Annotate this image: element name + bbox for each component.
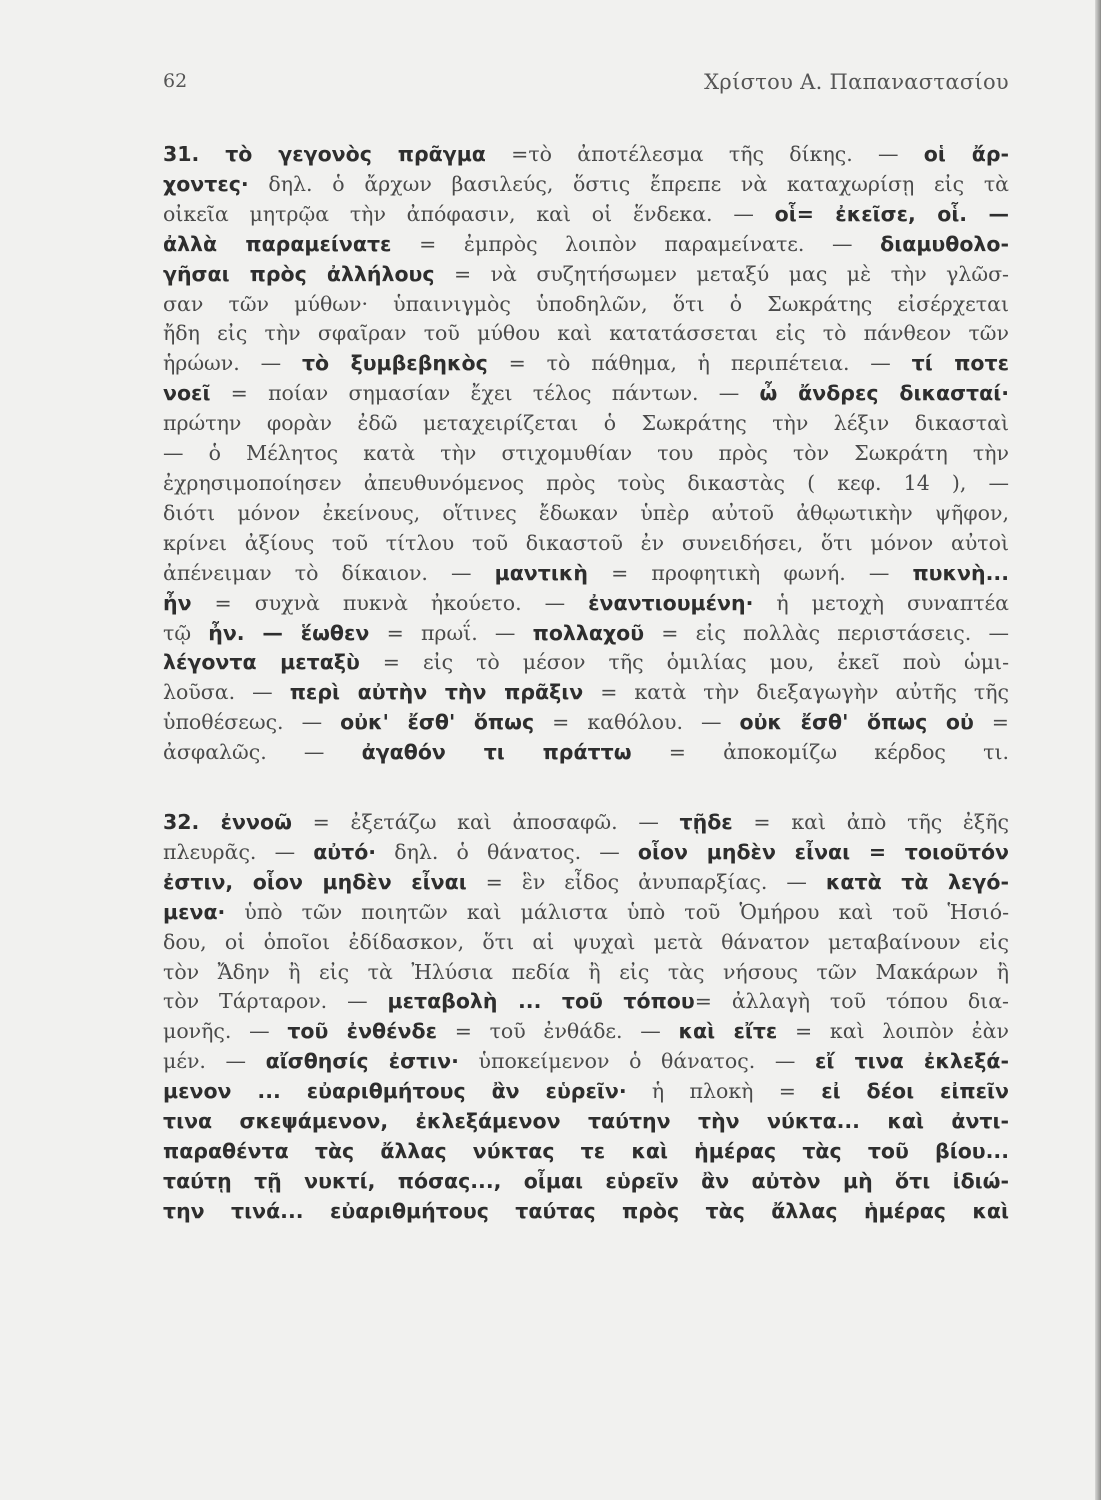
lemma-term: οἷ= ἐκεῖσε, οἷ. — — [774, 201, 1009, 226]
gloss-text: — ὁ Μέλητος κατὰ τὴν στιχομυθίαν του πρὸς τὸν Σωκράτη τὴν — [163, 441, 1009, 466]
text-line — [163, 170, 1009, 200]
text-line — [163, 200, 1009, 230]
text-line — [163, 499, 1009, 529]
gloss-text: τὸν Τάρταρον. — — [163, 989, 388, 1014]
gloss-text: = τοῦ ἐνθάδε. — — [437, 1019, 679, 1044]
text-line — [163, 898, 1009, 928]
gloss-text: ἡ μετοχὴ συναπτέα — [753, 590, 1010, 615]
gloss-text: ἡρώων. — — [163, 351, 302, 376]
text-line — [163, 409, 1009, 439]
lemma-term: οἱ ἄρ- — [923, 142, 1010, 166]
lemma-term: εἰ δέοι εἰπεῖν — [821, 1079, 1009, 1104]
lemma-term: τοῦ ἐνθένδε — [287, 1019, 437, 1044]
gloss-text: = εἰς τὸ μέσον τῆς ὁμιλίας μου, ἐκεῖ ποὺ ὡμι- — [359, 650, 1009, 675]
gloss-text: = κατὰ τὴν διεξαγωγὴν αὐτῆς τῆς — [583, 680, 1010, 705]
gloss-text: = καθόλου. — — [534, 710, 740, 735]
lemma-term: ἦν — [163, 590, 192, 615]
gloss-text: = ἓν εἶδος ἀνυπαρξίας. — — [466, 869, 826, 894]
text-line — [163, 1197, 1009, 1227]
gloss-text: σαν τῶν μύθων· ὑπαινιγμὸς ὑποδηλῶν, ὅτι ὁ Σωκράτης εἰσέρχεται — [163, 291, 1009, 316]
text-line — [163, 808, 1009, 838]
text-line — [163, 958, 1009, 988]
lemma-term: οὐκ ἔσθ' ὅπως οὐ — [739, 710, 974, 735]
gloss-text: = ἀποκομίζω κέρδος τι. — [631, 740, 1009, 765]
lemma-term: καὶ εἴτε — [678, 1019, 778, 1044]
gloss-text: = καὶ ἀπὸ τῆς ἐξῆς — [732, 810, 1009, 835]
lemma-term: ἐναντιουμένη· — [588, 590, 754, 615]
gloss-text: τὸν Ἄδην ἢ εἰς τὰ Ἠλύσια πεδία ἢ εἰς τὰς νήσους τῶν Μακάρων ἢ — [163, 959, 1009, 984]
gloss-text: = ἀλλαγὴ τοῦ τόπου δια- — [694, 989, 1009, 1014]
page-number: 62 — [163, 70, 188, 92]
lemma-term: ταύτῃ τῇ νυκτί, πόσας..., οἶμαι εὑρεῖν ἂν αὐτὸν μὴ ὅτι ἰδιώ- — [163, 1168, 1009, 1193]
lemma-term: περὶ αὐτὴν τὴν πρᾶξιν — [289, 680, 584, 705]
text-line — [163, 928, 1009, 958]
gloss-text: λοῦσα. — — [163, 680, 290, 705]
text-line — [163, 439, 1009, 469]
gloss-text: ἀπένειμαν τὸ δίκαιον. — — [163, 560, 495, 585]
gloss-text: ὑπὸ τῶν ποιητῶν καὶ μάλιστα ὑπὸ τοῦ Ὁμήρου καὶ τοῦ Ἡσιό- — [225, 899, 1009, 924]
gloss-text: = ἐμπρὸς λοιπὸν παραμείνατε. — — [391, 231, 881, 256]
lemma-term: τῇδε — [679, 810, 733, 835]
text-line — [163, 1017, 1009, 1047]
gloss-text: = συχνὰ πυκνὰ ἠκούετο. — — [191, 590, 589, 615]
text-line — [163, 260, 1009, 290]
gloss-text: ὑποθέσεως. — — [163, 710, 341, 735]
lemma-term: τινα σκεψάμενον, ἐκλεξάμενον ταύτην τὴν νύκτα... καὶ ἀντι- — [163, 1109, 1009, 1134]
gloss-text: ἡ πλοκὴ = — [626, 1079, 822, 1104]
text-line — [163, 290, 1009, 320]
gloss-text: διότι μόνον ἐκείνους, οἵτινες ἔδωκαν ὑπὲρ αὐτοῦ ἀθῳωτικὴν ψῆφον, — [163, 500, 1009, 525]
lemma-term: πρᾶγμα — [397, 142, 486, 166]
text-line — [163, 349, 1009, 379]
gloss-text: ἐχρησιμοποίησεν ἀπευθυνόμενος πρὸς τοὺς δικαστὰς ( κεφ. 14 ), — — [163, 470, 1009, 495]
text-line — [163, 1077, 1009, 1107]
lemma-term: 31. τὸ γεγονὸς — [163, 142, 398, 166]
gloss-text: δου, οἱ ὁποῖοι ἐδίδασκον, ὅτι αἱ ψυχαὶ μετὰ θάνατον μεταβαίνουν εἰς — [163, 929, 1009, 954]
gloss-text: οἰκεῖα μητρῷα τὴν ἀπόφασιν, καὶ οἱ ἕνδεκα. — — [163, 201, 775, 226]
commentary-body — [163, 140, 1009, 1227]
lemma-term: διαμυθολο- — [880, 231, 1009, 256]
lemma-term: μενα· — [163, 899, 226, 924]
gloss-text: = εἰς πολλὰς περιστάσεις. — — [644, 620, 1009, 645]
gloss-text: ἤδη εἰς τὴν σφαῖραν τοῦ μύθου καὶ κατατάσσεται εἰς τὸ πάνθεον τῶν — [163, 321, 1009, 346]
gloss-text: τῷ — [163, 620, 209, 645]
lemma-term: παραθέντα τὰς ἄλλας νύκτας τε καὶ ἡμέρας τὰς τοῦ βίου... — [163, 1139, 1009, 1163]
lemma-term: την τινά... εὐαριθμήτους ταύτας πρὸς τὰς ἄλλας ἡμέρας καὶ — [163, 1198, 1009, 1223]
lemma-term: κατὰ τὰ λεγό- — [825, 869, 1009, 894]
gloss-text: κρίνει ἀξίους τοῦ τίτλου τοῦ δικαστοῦ ἐν συνειδήσει, ὅτι μόνον αὐτοὶ — [163, 530, 1009, 555]
text-line — [163, 319, 1009, 349]
lemma-term: εἴ τινα ἐκλεξά- — [814, 1049, 1009, 1074]
gloss-text: = τὸ πάθημα, ἡ περιπέτεια. — — [487, 351, 912, 376]
lemma-term: μενον ... εὐαριθμήτους ἂν εὑρεῖν· — [163, 1079, 627, 1104]
commentary-paragraph — [163, 140, 1009, 768]
text-line — [163, 678, 1009, 708]
lemma-term: 32. ἐννοῶ — [163, 810, 292, 835]
gloss-text: πρώτην φορὰν ἐδῶ μεταχειρίζεται ὁ Σωκράτης τὴν λέξιν δικασταὶ — [163, 411, 1009, 436]
lemma-term: οὐκ' ἔσθ' ὅπως — [340, 710, 535, 735]
gloss-text: ὑποκείμενον ὁ θάνατος. — — [458, 1049, 815, 1074]
lemma-term: ἀλλὰ παραμείνατε — [163, 231, 392, 256]
gloss-text: ἀσφαλῶς. — — [163, 740, 362, 765]
gloss-text: = νὰ συζητήσωμεν μεταξύ μας μὲ τὴν γλῶσ- — [434, 261, 1009, 286]
lemma-term: μαντικὴ — [494, 560, 588, 585]
gloss-text: μέν. — — [163, 1049, 266, 1074]
gloss-text: = καὶ λοιπὸν ἐὰν — [777, 1019, 1009, 1044]
lemma-term: ὦ ἄνδρες δικασταί· — [759, 381, 1009, 406]
lemma-term: χοντες· — [163, 171, 249, 196]
lemma-term: αὐτό· — [313, 839, 377, 864]
text-line — [163, 559, 1009, 589]
lemma-term: λέγοντα μεταξὺ — [163, 650, 360, 675]
gloss-text: = ἐξετάζω καὶ ἀποσαφῶ. — — [291, 810, 680, 835]
text-line — [163, 868, 1009, 898]
gloss-text: = πρωΐ. — — [369, 620, 533, 645]
gloss-text: δηλ. ὁ ἄρχων βασιλεύς, ὅστις ἔπρεπε νὰ καταχωρίσῃ εἰς τὰ — [248, 171, 1009, 196]
lemma-term: νοεῖ — [163, 381, 211, 406]
gloss-text: μονῆς. — — [163, 1019, 288, 1044]
page-header — [163, 70, 1009, 104]
commentary-paragraph — [163, 808, 1009, 1227]
text-line — [163, 1167, 1009, 1197]
gloss-text: =τὸ ἀποτέλεσμα τῆς δίκης. — — [485, 142, 924, 166]
text-line — [163, 1107, 1009, 1137]
text-line — [163, 648, 1009, 678]
lemma-term: τὸ ξυμβεβηκὸς — [301, 351, 488, 376]
lemma-term: οἷον μηδὲν εἶναι = τοιοῦτόν — [637, 839, 1009, 864]
text-line — [163, 469, 1009, 499]
page-edge-shadow — [1095, 0, 1101, 1500]
gloss-text: = ποίαν σημασίαν ἔχει τέλος πάντων. — — [210, 381, 760, 406]
text-line — [163, 708, 1009, 738]
gloss-text: πλευρᾶς. — — [163, 839, 314, 864]
gloss-text: = προφητικὴ φωνή. — — [588, 560, 913, 585]
text-line — [163, 987, 1009, 1017]
lemma-term: γῆσαι πρὸς ἀλλήλους — [163, 261, 435, 286]
lemma-term: ἀγαθόν τι πράττω — [361, 740, 632, 765]
lemma-term: τί ποτε — [911, 351, 1010, 376]
text-line — [163, 529, 1009, 559]
lemma-term: ἦν. — ἕωθεν — [208, 620, 370, 645]
text-line — [163, 619, 1009, 649]
lemma-term: μεταβολὴ ... τοῦ τόπου — [387, 989, 695, 1014]
lemma-term: αἴσθησίς ἐστιν· — [265, 1049, 459, 1074]
text-line — [163, 1137, 1009, 1167]
gloss-text: δηλ. ὁ θάνατος. — — [376, 839, 638, 864]
text-line — [163, 589, 1009, 619]
text-line — [163, 230, 1009, 260]
gloss-text: = — [973, 710, 1009, 735]
text-line — [163, 738, 1009, 768]
running-head: Χρίστου Α. Παπαναστασίου — [704, 70, 1009, 94]
text-line — [163, 379, 1009, 409]
lemma-term: πυκνὴ... — [912, 560, 1009, 585]
lemma-term: ἐστιν, οἷον μηδὲν εἶναι — [163, 869, 467, 894]
text-line — [163, 838, 1009, 868]
text-line — [163, 140, 1009, 170]
lemma-term: πολλαχοῦ — [532, 620, 645, 645]
text-line — [163, 1047, 1009, 1077]
